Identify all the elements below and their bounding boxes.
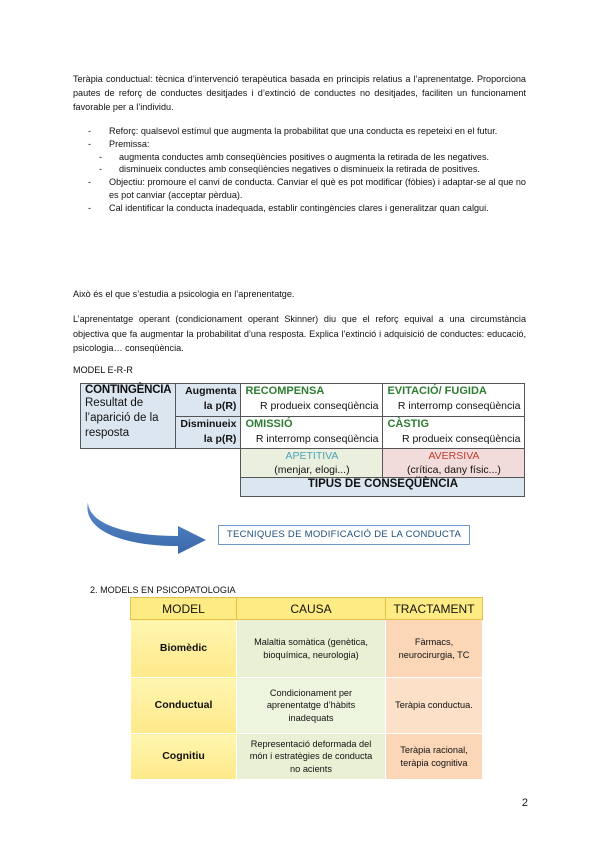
table-row (131, 678, 483, 734)
list-dash: - (88, 126, 92, 136)
list-dash: - (88, 138, 92, 149)
augmenta-cell: Augmenta la p(R) (176, 384, 241, 417)
table-row (131, 620, 483, 678)
list-item-premissa (73, 138, 526, 176)
bullet-list (73, 125, 526, 215)
contingencia-title: CONTINGÈNCIA (85, 384, 172, 396)
list-text: Objectiu: promoure el canvi de conducta. Canviar el què es pot modificar (fòbies) i adaptar-se al que no es pot canviar (acceptar pèrdua). (109, 177, 526, 200)
evitacio-title: EVITACIÓ/ FUGIDA (387, 385, 487, 397)
err-table (80, 383, 525, 497)
list-item-cal (73, 202, 526, 215)
disminueix-cell: Disminueix la p(R) (176, 416, 241, 449)
row-causa: Malaltia somàtica (genètica, bioquímica, neurologia) (237, 620, 386, 678)
sub-list (99, 151, 526, 177)
row-causa: Representació deformada del món i estratègies de conducta no acients (237, 734, 386, 780)
sub-item-2 (73, 163, 526, 176)
castig-cell (383, 416, 525, 449)
intro-paragraph: Teràpia conductual: tècnica d’intervenció terapèutica basada en principis relatius a l’aprenentatge. Proporciona pautes de reforç de conductes desitjades i d’extinció de conductes no desitjades, faciliten un funcionament favorable per a l’individu. (73, 74, 526, 112)
castig-title: CÀSTIG (387, 417, 429, 430)
header-tractament: TRACTAMENT (386, 598, 483, 620)
aversiva-cell (383, 449, 525, 478)
row-tractament: Fàrmacs, neurocirurgia, TC (386, 620, 483, 678)
list-text: Cal identificar la conducta inadequada, establir contingències clares i generalitzar quan calgui. (109, 202, 489, 213)
list-item-objectiu (73, 176, 526, 202)
empty-cell (81, 478, 241, 497)
apetitiva-cell (241, 449, 383, 478)
row-model: Conductual (131, 678, 237, 734)
list-text: Premissa: (109, 138, 150, 149)
list-text: Reforç: qualsevol estímul que augmenta la probabilitat que una conducta es repeteixi en el futur. (109, 126, 498, 136)
recompensa-title: RECOMPENSA (245, 385, 325, 397)
contingencia-sub: Resultat de l’aparició de la resposta (85, 397, 159, 439)
apetitiva-desc: (menjar, elogi...) (274, 464, 350, 476)
list-dash: - (88, 177, 92, 188)
header-model: MODEL (131, 598, 237, 620)
page-number: 2 (521, 797, 528, 809)
tipus-consequencia-cell: TIPUS DE CONSEQÜÈNCIA (241, 478, 525, 497)
list-text: disminueix conductes amb conseqüències negatives o disminueix la retirada de positives. (119, 164, 480, 175)
aversiva-desc: (crítica, dany físic...) (406, 464, 501, 476)
paragraph-aprenentatge: Això és el que s’estudia a psicologia en l’aprenentatge. (73, 289, 295, 299)
evitacio-desc: R interromp conseqüència (397, 400, 521, 412)
table-row (131, 734, 483, 780)
list-dash: - (99, 151, 103, 162)
recompensa-cell (241, 384, 383, 417)
list-text: augmenta conductes amb conseqüències positives o augmenta la retirada de les negatives. (119, 151, 490, 162)
tecniques-box: TECNIQUES DE MODIFICACIÓ DE LA CONDUCTA (218, 525, 470, 545)
row-causa: Condicionament per aprenentatge d’hàbits inadequats (237, 678, 386, 734)
list-dash: - (88, 202, 92, 213)
row-model: Biomèdic (131, 620, 237, 678)
row-tractament: Teràpia conductua. (386, 678, 483, 734)
row-tractament: Teràpia racional, teràpia cognitiva (386, 734, 483, 780)
castig-desc: R produeix conseqüència (401, 432, 521, 445)
list-item-reforc (73, 125, 526, 138)
aversiva-title: AVERSIVA (428, 450, 480, 462)
omissio-cell (241, 416, 383, 449)
apetitiva-title: APETITIVA (285, 450, 339, 462)
curved-arrow-icon (82, 500, 212, 555)
psicopatologia-table (130, 597, 483, 780)
row-model: Cognitiu (131, 734, 237, 780)
omissio-title: OMISSIÓ (245, 417, 293, 430)
omissio-desc: R interromp conseqüència (255, 432, 379, 445)
empty-cell (81, 449, 241, 478)
list-dash: - (99, 164, 103, 175)
section-2-heading: 2. MODELS EN PSICOPATOLOGIA (90, 585, 236, 595)
paragraph-operant: L’aprenentatge operant (condicionament operant Skinner) diu que el reforç equival a una circumstància objectiva que fa augmentar la probabilitat d’una resposta. Explica l’extinció i adquisició de conductes: educació, psicologia… conseqüència. (73, 314, 526, 353)
sub-item-1 (73, 151, 526, 164)
recompensa-desc: R produeix conseqüència (259, 400, 379, 412)
header-causa: CAUSA (237, 598, 386, 620)
model-err-label: MODEL E-R-R (73, 365, 133, 375)
evitacio-cell (383, 384, 525, 417)
contingencia-cell (81, 384, 176, 449)
